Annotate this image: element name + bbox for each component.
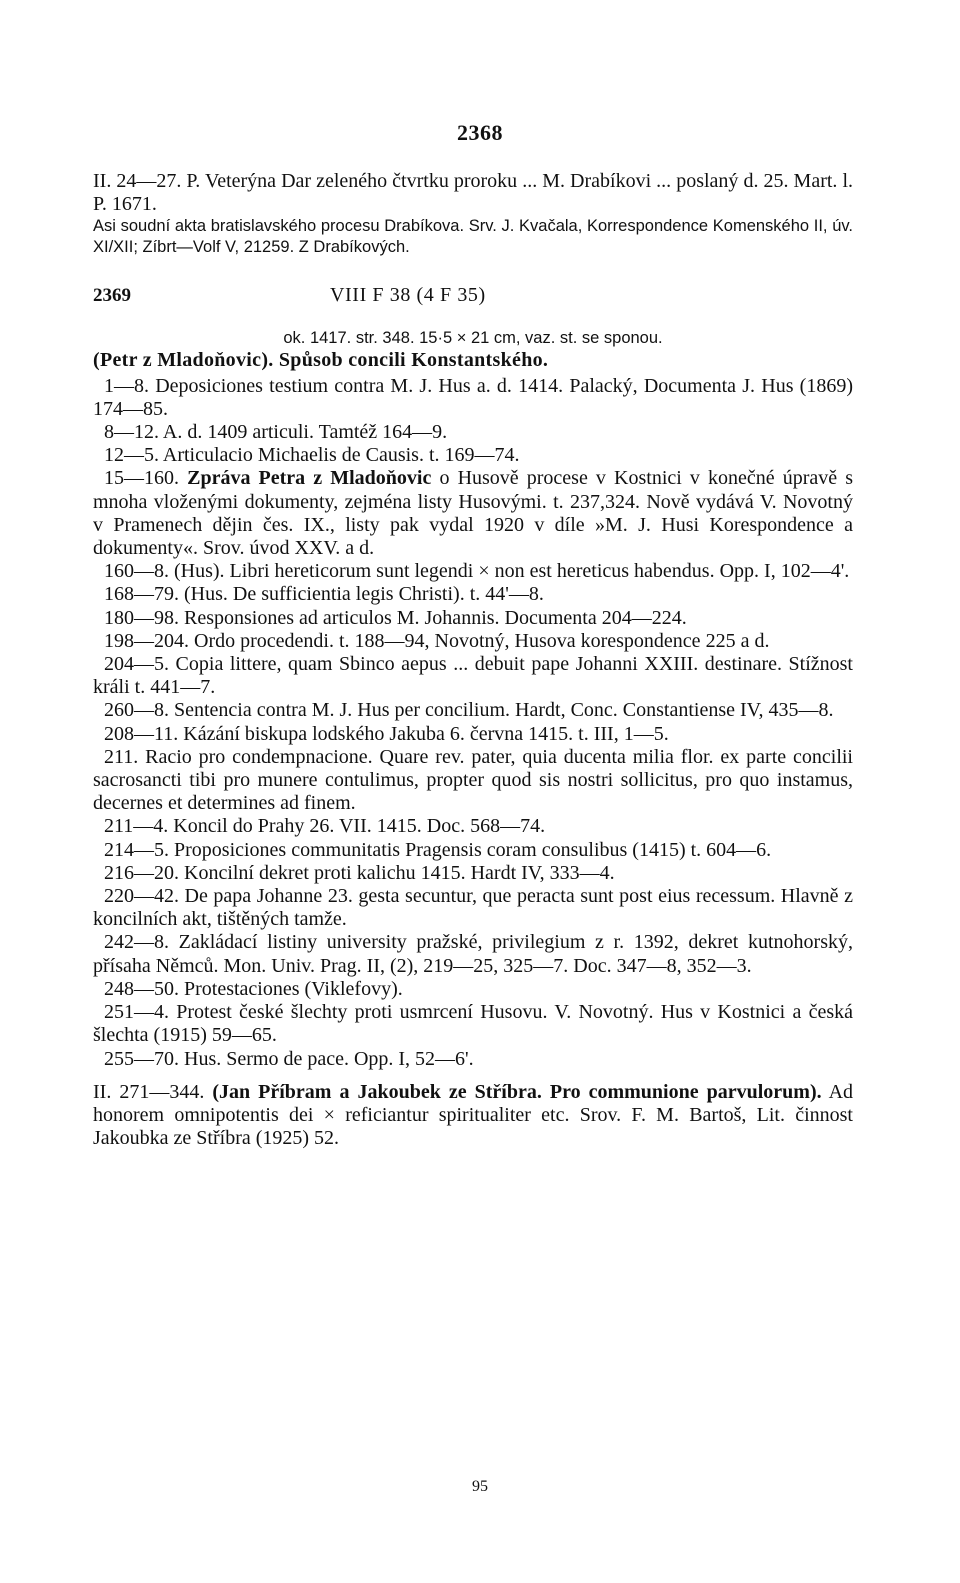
item-text: 220—42. De papa Johanne 23. gesta secuntur, que peracta sunt post eius recessum. Hlavně z koncilních akt, tištěných tamže. — [93, 885, 853, 931]
item-text: 242—8. Zakládací listiny university pražské, privilegium z r. 1392, dekret kutnohorský, přísaha Němců. Mon. Univ. Prag. II, (2), 219—25, 325—7. Doc. 347—8, 352—3. — [93, 931, 853, 977]
item-text: 8—12. A. d. 1409 articuli. Tamtéž 164—9. — [104, 421, 448, 444]
content-item — [93, 583, 853, 606]
item-text: 1—8. Deposiciones testium contra M. J. Hus a. d. 1414. Palacký, Documenta J. Hus (1869) 174—85. — [93, 374, 853, 420]
item-text: 260—8. Sentencia contra M. J. Hus per concilium. Hardt, Conc. Constantiense IV, 435—8. — [104, 699, 834, 722]
content-item — [93, 699, 853, 722]
item-prefix: 15—160. — [104, 467, 179, 490]
final-entry-bold: (Jan Příbram a Jakoubek ze Stříbra. Pro communione parvulorum). — [212, 1080, 822, 1103]
content-item — [93, 421, 853, 444]
content-item — [93, 467, 853, 560]
item-text: 216—20. Koncilní dekret proti kalichu 1415. Hardt IV, 333—4. — [104, 861, 615, 884]
final-entry — [93, 1081, 853, 1151]
content-item — [93, 723, 853, 746]
item-text: o Husově procese v Kostnici v konečné úpravě s mnoha vloženými dokumenty, zejména listy Husovými. t. 237,324. Nově vydává V. Novotný v Pramenech dějin čes. IX., listy pak vydal 1920 v díle »M. J. Husi Korespondence a dokumenty«. Srov. úvod XXV. a d. — [93, 467, 854, 560]
item-text: 204—5. Copia littere, quam Sbinco aepus ... debuit pape Johanni XXIII. destinare. Stížnost králi t. 441—7. — [93, 653, 853, 699]
content-item — [93, 653, 853, 699]
item-text: 12—5. Articulacio Michaelis de Causis. t. 169—74. — [104, 444, 520, 467]
manuscript-description: ok. 1417. str. 348. 15·5 × 21 cm, vaz. st. se sponou. — [283, 329, 663, 348]
content-item — [93, 1048, 853, 1071]
content-item — [93, 1001, 853, 1047]
content-item — [93, 560, 853, 583]
item-text: 160—8. (Hus). Libri hereticorum sunt legendi × non est hereticus habendus. Opp. I, 102—4'. — [104, 560, 850, 583]
item-text: 255—70. Hus. Sermo de pace. Opp. I, 52—6'. — [104, 1047, 474, 1070]
item-text: 198—204. Ordo procedendi. t. 188—94, Novotný, Husova korespondence 225 a d. — [104, 629, 770, 652]
content-item — [93, 978, 853, 1001]
item-text: 211. Racio pro condempnacione. Quare rev. pater, quia ducenta milia flor. ex parte concilii sacrosancti tibi pro munere contulimus, propter quod sis nostri sollicitus, pro quo instamus, decernes et determines ad finem. — [93, 745, 853, 815]
item-text: 168—79. (Hus. De sufficientia legis Christi). t. 44'—8. — [104, 583, 544, 606]
final-entry-text: Ad honorem omnipotentis dei × reficiantur spiritualiter etc. Srov. F. M. Bartoš, Lit. činnost Jakoubka ze Stříbra (1925) 52. — [93, 1080, 854, 1150]
content-item — [93, 607, 853, 630]
content-item — [93, 815, 853, 838]
content-item — [93, 630, 853, 653]
content-item — [93, 746, 853, 816]
item-text: 251—4. Protest české šlechty proti usmrcení Husovu. V. Novotný. Hus v Kostnici a česká šlechta (1915) 59—65. — [93, 1001, 853, 1047]
item-text: 214—5. Proposiciones communitatis Pragensis coram consulibus (1415) t. 604—6. — [104, 838, 772, 861]
content-item — [93, 444, 853, 467]
item-text: 248—50. Protestaciones (Viklefovy). — [104, 977, 403, 1000]
content-item — [93, 931, 853, 977]
entry-2368-line: II. 24—27. P. Veterýna Dar zeleného čtvrtku proroku ... M. Drabíkovi ... poslaný d. 25. Mart. l. P. 1671. — [93, 170, 853, 216]
manuscript-signature: VIII F 38 (4 F 35) — [330, 284, 486, 307]
content-item — [93, 839, 853, 862]
page-number-bottom: 95 — [472, 1478, 488, 1495]
entry-number: 2369 — [93, 285, 131, 307]
item-text: 180—98. Responsiones ad articulos M. Johannis. Documenta 204—224. — [104, 606, 687, 629]
content-item — [93, 885, 853, 931]
page-number-top: 2368 — [457, 120, 503, 145]
content-item — [93, 375, 853, 421]
page-content — [93, 170, 853, 1150]
item-text: 208—11. Kázání biskupa lodského Jakuba 6. června 1415. t. III, 1—5. — [104, 722, 669, 745]
final-entry-prefix: II. 271—344. — [93, 1080, 205, 1103]
contents-list — [93, 375, 853, 1071]
item-text: 211—4. Koncil do Prahy 26. VII. 1415. Doc. 568—74. — [104, 815, 546, 838]
entry-2369-header — [93, 284, 853, 314]
content-item — [93, 862, 853, 885]
item-bold: Zpráva Petra z Mladoňovic — [187, 467, 432, 490]
manuscript-title: (Petr z Mladoňovic). Spůsob concili Konstantského. — [93, 349, 549, 372]
entry-2368-note: Asi soudní akta bratislavského procesu Drabíkova. Srv. J. Kvačala, Korrespondence Komenského II, úv. XI/XII; Zíbrt—Volf V, 21259. Z Drabíkových. — [93, 217, 853, 257]
